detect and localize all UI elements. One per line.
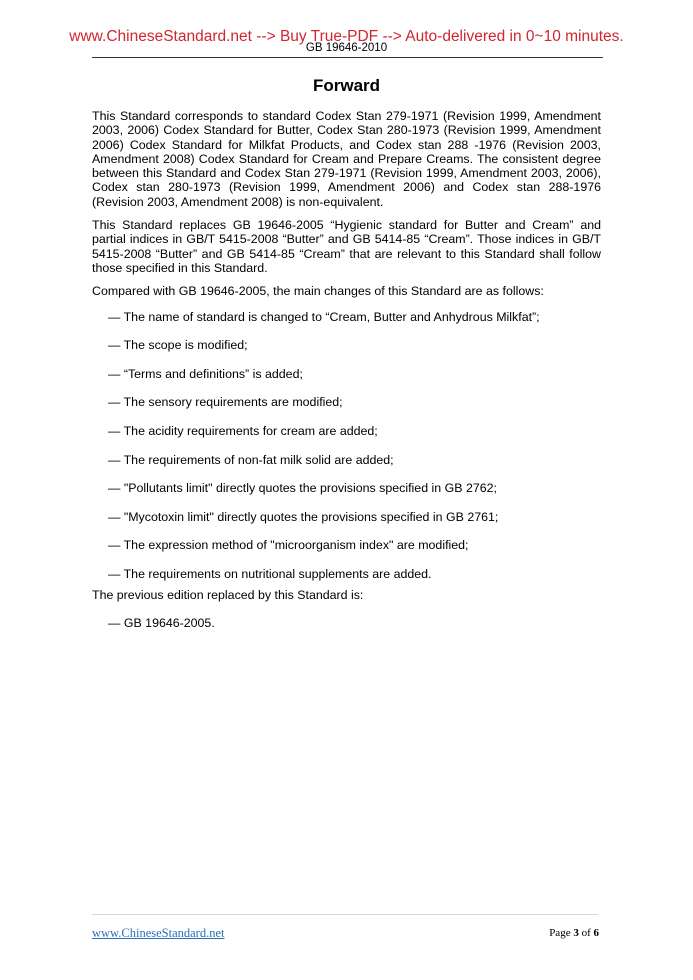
previous-editions-list [92,616,601,645]
list-item: — The requirements of non-fat milk solid are added; [108,452,394,467]
list-item: — The sensory requirements are modified; [108,395,343,410]
list-item: — The scope is modified; [108,338,248,353]
footer-website-link[interactable]: www.ChineseStandard.net [92,926,225,940]
page-current: 3 [573,927,579,939]
previous-edition-label: The previous edition replaced by this Standard is: [92,587,364,602]
list-item: — “Terms and definitions” is added; [108,366,303,381]
paragraph: Compared with GB 19646-2005, the main changes of this Standard are as follows: [92,284,544,299]
footer-divider [92,914,598,915]
list-item: — GB 19646-2005. [108,615,215,630]
paragraph: This Standard corresponds to standard Codex Stan 279-1971 (Revision 1999, Amendment 2003, 2006) Codex Standard for Butter, Codex Stan 280-1973 (Revision 1999, Amendment 2006) Codex Standard for Milkfat Products, and Codex stan 288 -1976 (Revision 2003, Amendment 2008) Codex Standard for Cream and Prepare Creams. The consistent degree between this Standard and Codex Stan 279-1971 (Revision 1999, Amendment 2003, 2006), Codex stan 280-1973 (Revision 1999, Amendment 2006) and Codex stan 288-1976 (Revision 2003, Amendment 2008) is non-equivalent. [92,109,601,209]
standard-number-header: GB 19646-2010 [305,42,388,54]
page-prefix: Page [549,927,571,939]
list-item: — The acidity requirements for cream are added; [108,423,378,438]
page-total: 6 [593,927,599,939]
promo-banner-link[interactable]: www.ChineseStandard.net --> Buy True-PDF --> Auto-delivered in 0~10 minutes. [69,28,624,45]
document-body [92,109,601,644]
header-divider [92,57,603,58]
page-of: of [581,927,591,939]
list-item: — "Mycotoxin limit" directly quotes the provisions specified in GB 2761; [108,509,499,524]
list-item: — The name of standard is changed to “Cream, Butter and Anhydrous Milkfat”; [108,309,540,324]
list-item: — "Pollutants limit" directly quotes the provisions specified in GB 2762; [108,481,497,496]
page-title: Forward [312,76,381,95]
page-indicator [549,927,599,939]
paragraph: This Standard replaces GB 19646-2005 “Hygienic standard for Butter and Cream” and partial indices in GB/T 5415-2008 “Butter” and GB 5414-85 “Cream”. Those indices in GB/T 5415-2008 “Butter” and GB 5414-85 “Cream” that are relevant to this Standard shall follow those specified in this Standard. [92,218,601,275]
changes-list [92,310,601,596]
list-item: — The expression method of "microorganism index" are modified; [108,538,469,553]
list-item: — The requirements on nutritional supplements are added. [108,566,432,581]
